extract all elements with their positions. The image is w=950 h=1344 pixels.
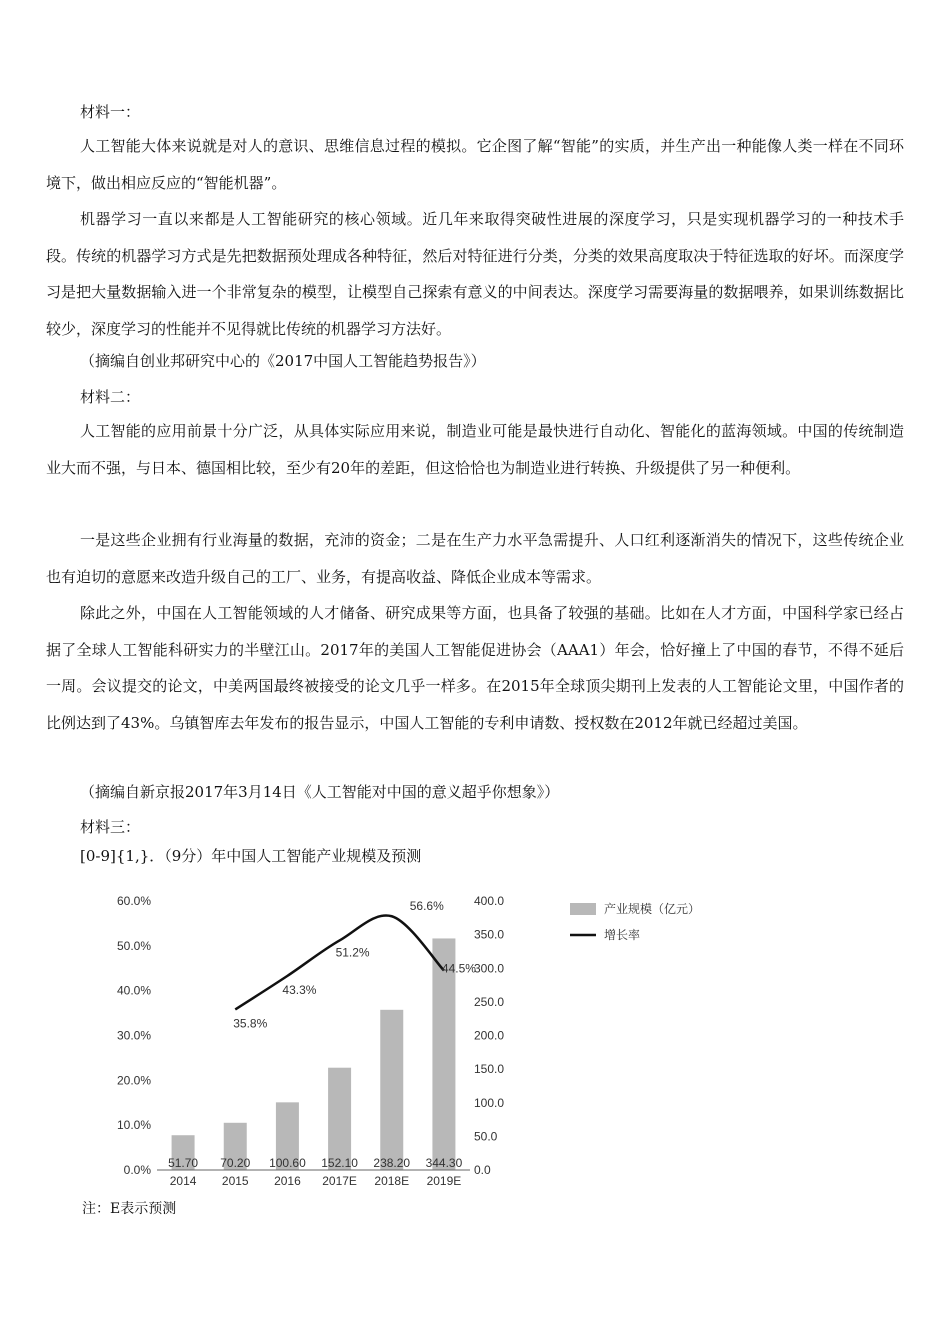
right-axis-tick-label: 100.0: [474, 1095, 505, 1110]
legend-bar-label: 产业规模（亿元）: [604, 902, 701, 916]
bar-value-label: 238.20: [373, 1156, 411, 1170]
growth-rate-label: 43.3%: [282, 982, 317, 997]
growth-rate-label: 44.5%: [441, 961, 476, 976]
industry-scale-chart: [100, 880, 740, 1192]
left-axis-tick-label: 10.0%: [116, 1118, 151, 1133]
right-axis-tick-label: 50.0: [474, 1129, 498, 1144]
growth-rate-label: 51.2%: [335, 945, 370, 960]
x-axis-tick-label: 2018E: [374, 1174, 410, 1188]
left-axis-tick-label: 30.0%: [116, 1028, 151, 1043]
chart-note: 注：E表示预测: [82, 1201, 177, 1217]
material-two-paragraph-2: 一是这些企业拥有行业海量的数据，充沛的资金；二是在生产力水平急需提升、人口红利逐渐消失的情况下，这些传统企业也有迫切的意愿来改造升级自己的工厂、业务，有提高收益、降低企业成本等需求。: [46, 531, 904, 586]
right-axis-tick-label: 150.0: [474, 1062, 505, 1077]
bar-2018E: [380, 1010, 403, 1170]
material-two-paragraph-1: 人工智能的应用前景十分广泛，从具体实际应用来说，制造业可能是最快进行自动化、智能化的蓝海领域。中国的传统制造业大而不强，与日本、德国相比较，至少有20年的差距，但这恰恰也为制造业进行转换、升级提供了另一种便利。: [46, 422, 904, 477]
chart-caption: [0-9]{1,}．（9分）年中国人工智能产业规模及预测: [80, 847, 422, 865]
right-axis-tick-label: 300.0: [474, 961, 505, 976]
bar-value-label: 152.10: [321, 1156, 358, 1170]
legend-line-label: 增长率: [604, 928, 641, 942]
left-axis-tick-label: 50.0%: [116, 938, 151, 953]
material-three-title: 材料三：: [80, 818, 141, 836]
material-one-source: （摘编自创业邦研究中心的《2017中国人工智能趋势报告》）: [80, 352, 486, 370]
material-one-paragraph-1: 人工智能大体来说就是对人的意识、思维信息过程的模拟。它企图了解“智能”的实质，并生产出一种能像人类一样在不同环境下，做出相应反应的“智能机器”。: [46, 137, 904, 192]
left-axis-tick-label: 40.0%: [116, 983, 151, 998]
x-axis-tick-label: 2016: [274, 1174, 301, 1188]
left-axis-tick-label: 0.0%: [123, 1163, 151, 1177]
right-axis-tick-label: 0.0: [474, 1163, 491, 1177]
material-one-paragraph-2: 机器学习一直以来都是人工智能研究的核心领域。近几年来取得突破性进展的深度学习，只是实现机器学习的一种技术手段。传统的机器学习方式是先把数据预处理成各种特征，然后对特征进行分类，分类的效果高度取决于特征选取的好坏。而深度学习是把大量数据输入进一个非常复杂的模型，让模型自己探索有意义的中间表达。深度学习需要海量的数据喂养，如果训练数据比较少，深度学习的性能并不见得就比传统的机器学习方法好。: [46, 210, 904, 338]
right-axis-tick-label: 200.0: [474, 1028, 505, 1043]
left-axis-tick-label: 20.0%: [116, 1073, 151, 1088]
left-axis-tick-label: 60.0%: [116, 894, 151, 908]
x-axis-tick-label: 2019E: [426, 1174, 462, 1188]
bar-2017E: [328, 1068, 351, 1170]
bar-value-label: 344.30: [425, 1156, 463, 1170]
bar-value-label: 70.20: [220, 1156, 251, 1170]
material-one-title: 材料一：: [80, 103, 141, 121]
growth-rate-label: 35.8%: [233, 1016, 268, 1031]
material-two-paragraph-3: 除此之外，中国在人工智能领域的人才储备、研究成果等方面，也具备了较强的基础。比如在人才方面，中国科学家已经占据了全球人工智能科研实力的半壁江山。2017年的美国人工智能促进协会（AAA1）年会，恰好撞上了中国的春节，不得不延后一周。会议提交的论文，中美两国最终被接受的论文几乎一样多。在2015年全球顶尖期刊上发表的人工智能论文里，中国作者的比例达到了43%。乌镇智库去年发布的报告显示，中国人工智能的专利申请数、授权数在2012年就已经超过美国。: [46, 604, 904, 732]
x-axis-tick-label: 2014: [169, 1174, 197, 1188]
x-axis-tick-label: 2015: [221, 1174, 249, 1188]
right-axis-tick-label: 350.0: [474, 927, 505, 942]
right-axis-tick-label: 250.0: [474, 994, 505, 1009]
legend-bar-swatch: [570, 903, 596, 915]
material-two-title: 材料二：: [80, 388, 141, 406]
x-axis-tick-label: 2017E: [322, 1174, 357, 1188]
growth-rate-label: 56.6%: [409, 899, 444, 914]
right-axis-tick-label: 400.0: [474, 894, 505, 908]
bar-value-label: 51.70: [168, 1156, 199, 1170]
material-two-source: （摘编自新京报2017年3月14日《人工智能对中国的意义超乎你想象》）: [80, 783, 560, 801]
bar-value-label: 100.60: [269, 1156, 306, 1170]
growth-rate-line: [235, 915, 444, 1009]
